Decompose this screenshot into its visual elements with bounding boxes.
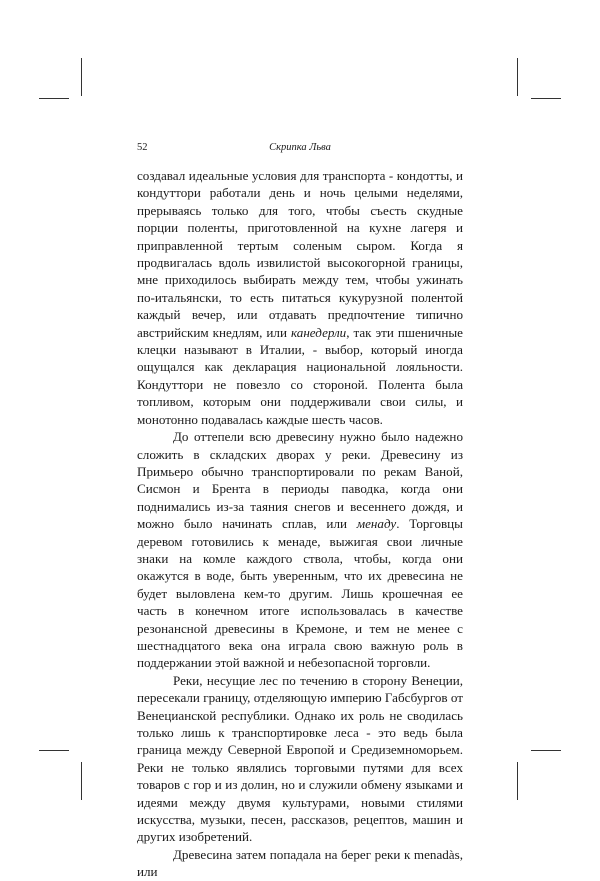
crop-mark-bottom-right-horizontal xyxy=(531,750,561,751)
crop-mark-top-left-horizontal xyxy=(39,98,69,99)
crop-mark-top-left-vertical xyxy=(81,58,82,96)
crop-mark-bottom-right-vertical xyxy=(517,762,518,800)
paragraph-1-text: создавал идеальные условия для транспорта - кондотты, и кондуттори работали день и ночь целыми неделями, прерываясь только для того, чтобы съесть скудные порции поленты, приготовленной на кухне лагеря и приправленной тертым соленым сыром. Когда я продвигалась вдоль извилистой высокогорной границы, мне приходилось выбирать между тем, чтобы ужинать по-итальянски, то есть питаться кукурузной полентой каждый вечер, или отдавать предпочтение типично австрийским кнедлям, или xyxy=(137,168,463,340)
paragraph-2-italic-term: менаду xyxy=(356,516,397,532)
paragraph-2 xyxy=(137,428,463,672)
paragraph-1-tail: , так эти пшеничные клецки называют в Италии, - выбор, который иногда ощущался как декларация национальной лояльности. Кондуттори не повезло со стороной. Полента была топливом, которым они поддерживали свои силы, и монотонно подавалась каждые шесть часов. xyxy=(137,324,463,427)
paragraph-2-text: До оттепели всю древесину нужно было надежно сложить в складских дворах у реки. Древесину из Примьеро обычно транспортировали по рекам Ваной, Сисмон и Брента в периоды паводка, когда они поднимались из-за таяния снегов и весеннего дождя, и можно было начинать сплав, или xyxy=(137,429,463,532)
running-title: Скрипка Льва xyxy=(269,142,331,153)
crop-mark-bottom-left-vertical xyxy=(81,762,82,800)
paragraph-1-italic-term: канедерли xyxy=(290,324,347,340)
crop-mark-top-right-vertical xyxy=(517,58,518,96)
page-number: 52 xyxy=(137,142,148,153)
paragraph-4: Древесина затем попадала на берег реки к menadàs, или xyxy=(137,846,463,880)
crop-mark-top-right-horizontal xyxy=(531,98,561,99)
paragraph-2-tail: . Торговцы деревом готовились к менаде, выжигая свои личные знаки на комле каждого ствола, чтобы, когда они окажутся в воде, быть уверенным, что их древесина не будет выловлена кем-то другим. Лишь крошечная ее часть в конечном итоге использовалась в качестве резонансной древесины в Кремоне, и тем не менее с шестнадцатого века она играла свою важную роль в поддержании этой важной и небезопасной торговли. xyxy=(137,516,463,671)
page-header xyxy=(137,142,463,158)
paragraph-3: Реки, несущие лес по течению в сторону Венеции, пересекали границу, отделяющую империю Габсбургов от Венецианской республики. Однако их роль не сводилась только лишь к транспортировке леса - это ведь была граница между Северной Европой и Средиземноморьем. Реки не только являлись торговыми путями для всех товаров с гор и из долин, но и служили обмену языками и идеями между двумя культурами, новыми стилями искусства, музыки, песен, рассказов, рецептов, машин и других изобретений. xyxy=(137,672,463,845)
body-text xyxy=(137,167,463,881)
crop-mark-bottom-left-horizontal xyxy=(39,750,69,751)
paragraph-1 xyxy=(137,167,463,428)
